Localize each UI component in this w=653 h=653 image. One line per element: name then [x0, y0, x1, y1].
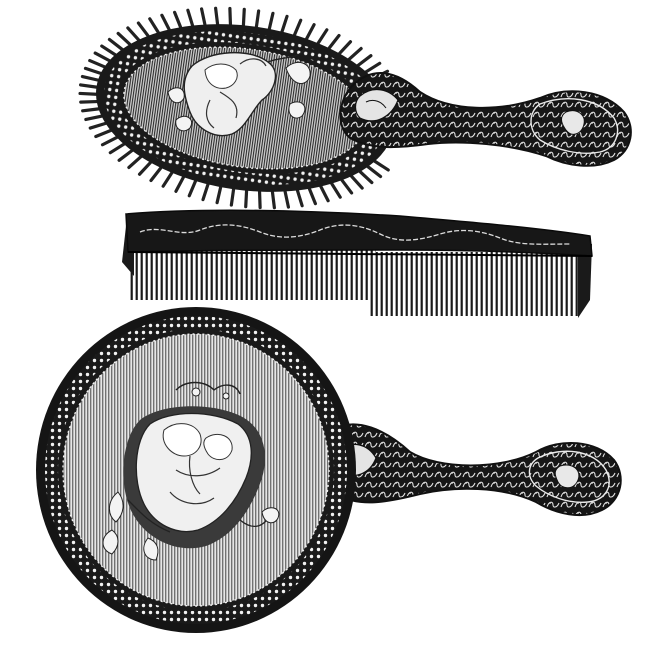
- bristle-tuft: [80, 93, 96, 94]
- bristle-tuft: [81, 102, 97, 103]
- bristle-tuft: [81, 85, 97, 87]
- bristle-tuft: [272, 192, 274, 208]
- comb-fine-teeth: [128, 248, 376, 300]
- bristle-tuft: [256, 11, 258, 27]
- comb-coarse-teeth: [370, 252, 580, 316]
- bristle-tuft: [230, 8, 231, 24]
- bristle-tuft: [246, 191, 247, 207]
- bristle-tuft: [83, 109, 99, 111]
- bristle-tuft: [231, 189, 233, 205]
- bristle-tuft: [216, 8, 218, 24]
- bristle-tuft: [260, 192, 261, 208]
- bristle-tuft: [243, 9, 244, 25]
